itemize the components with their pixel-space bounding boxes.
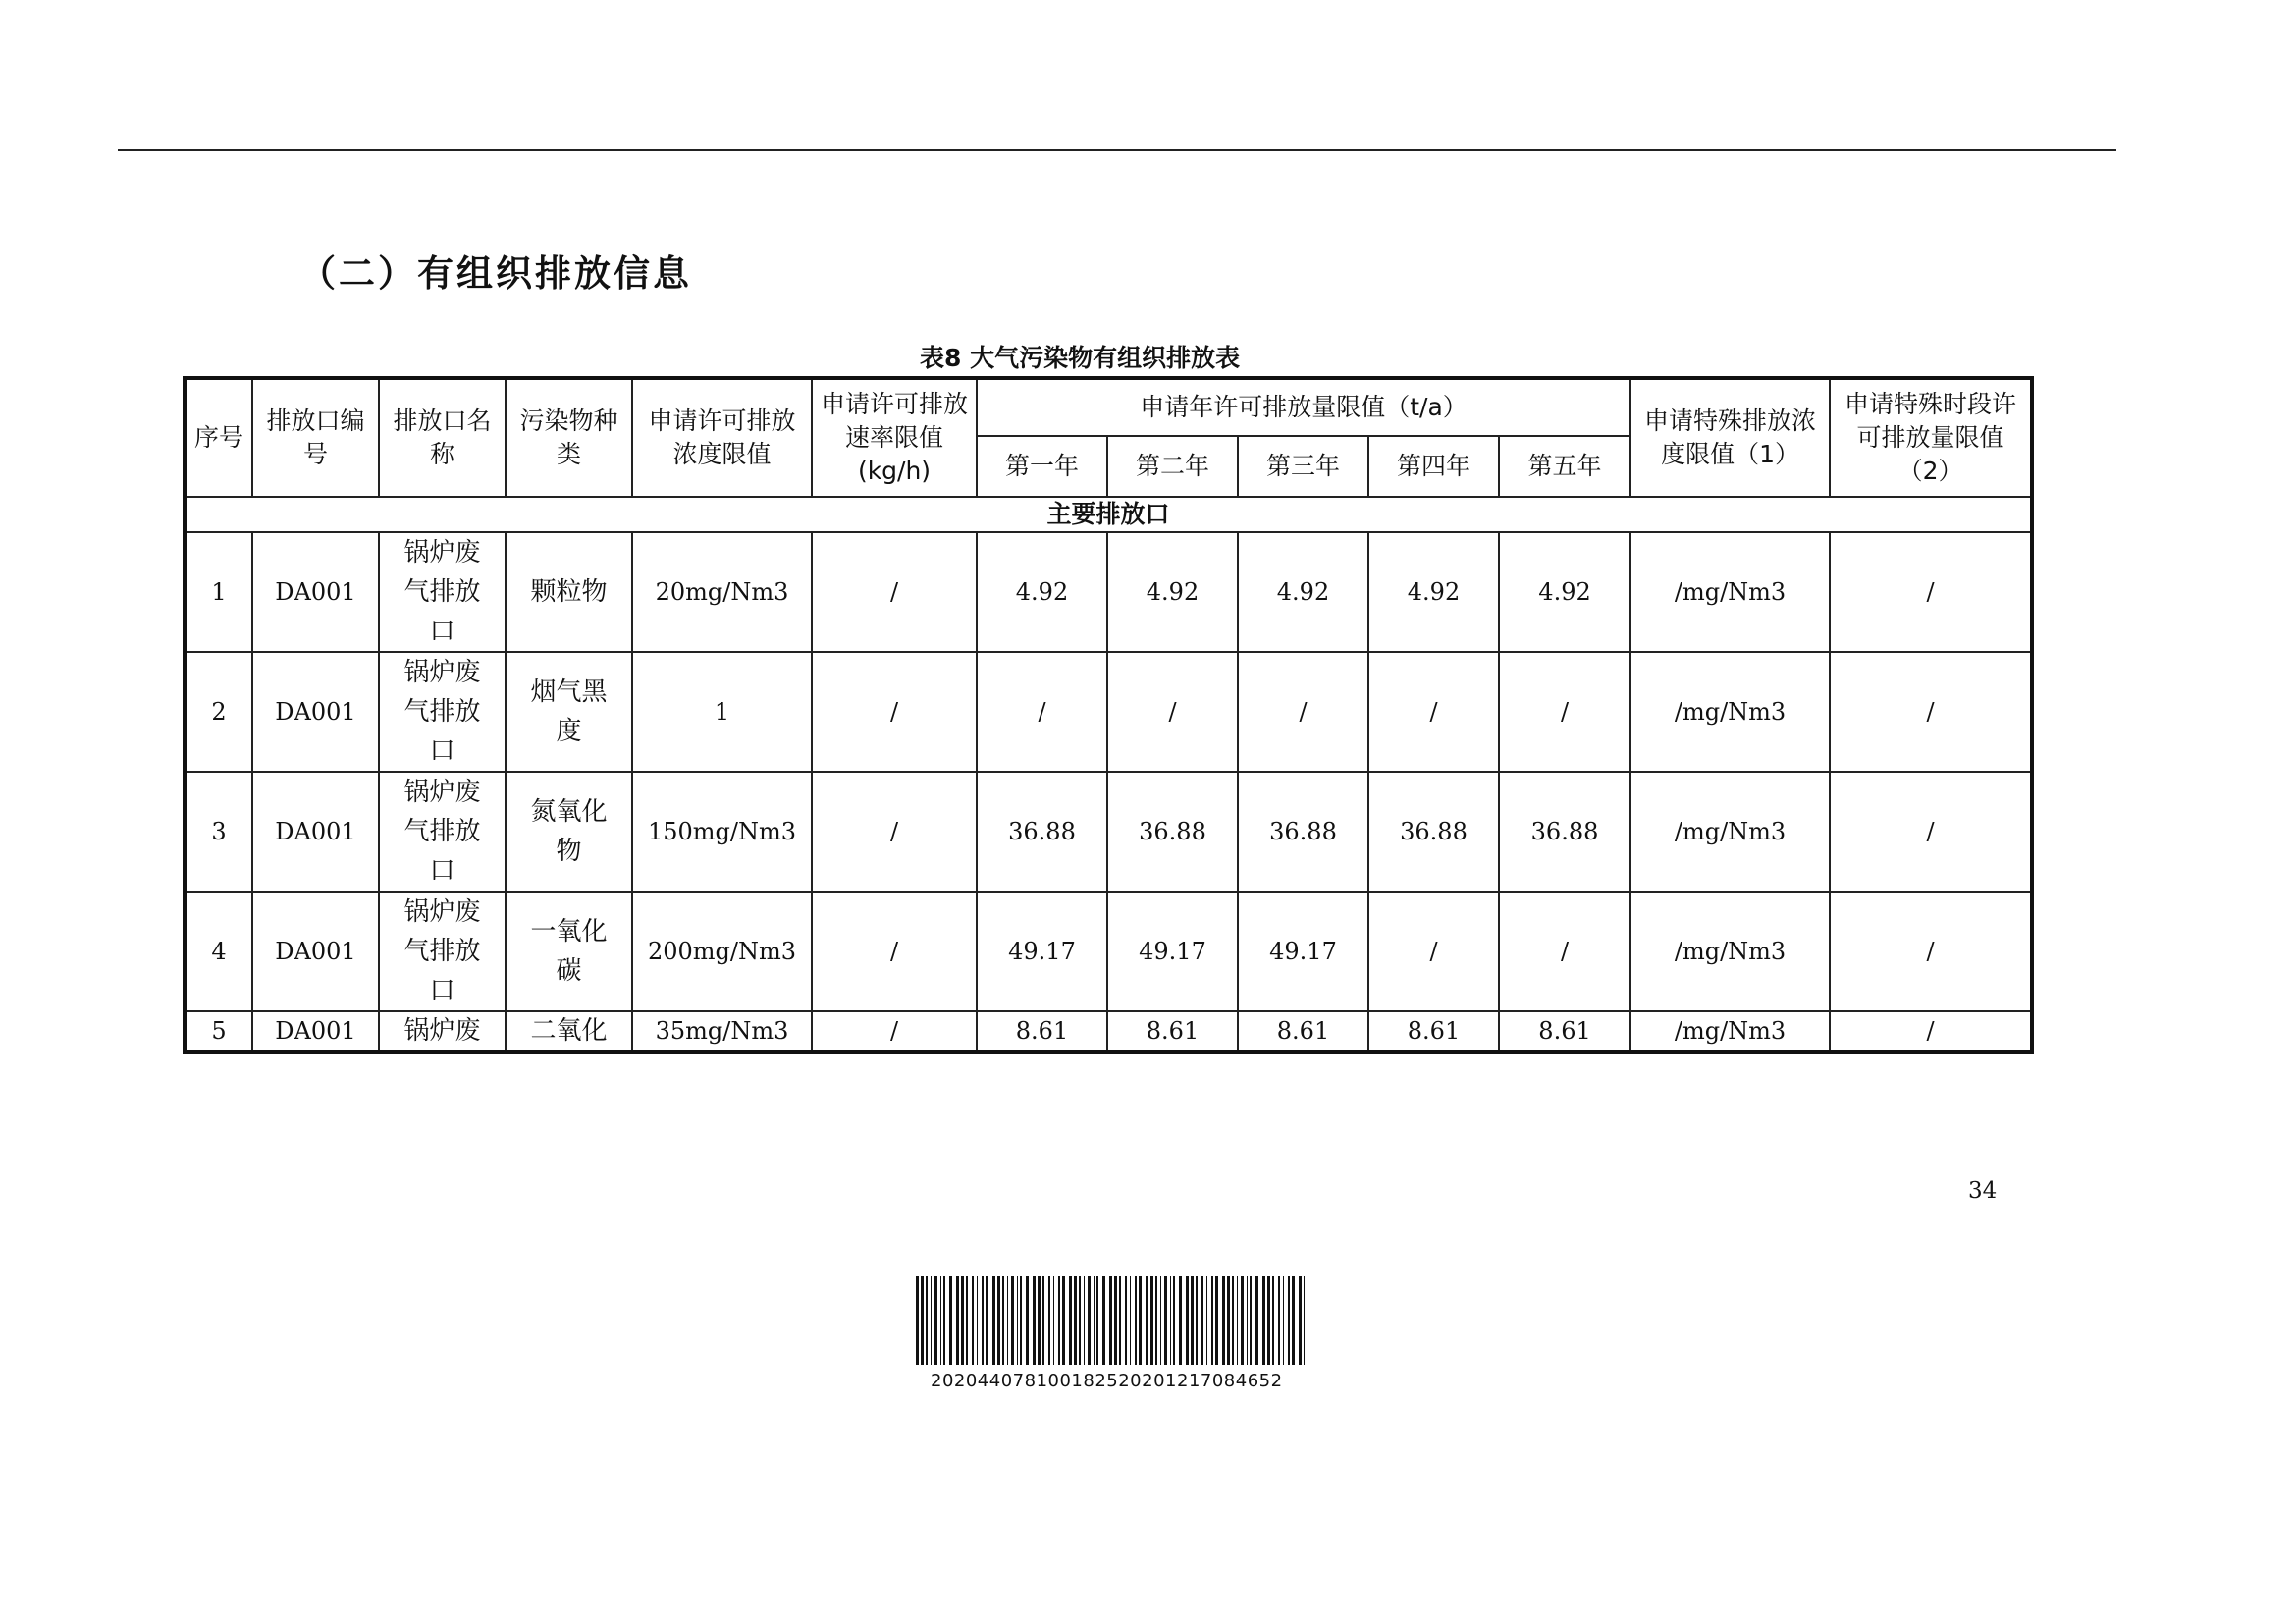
emission-table	[183, 376, 2034, 1054]
barcode-bar	[1278, 1276, 1280, 1365]
barcode-bar	[1232, 1276, 1234, 1365]
cell-y4: /	[1368, 652, 1499, 772]
barcode-bar	[1206, 1276, 1207, 1365]
barcode-bar	[997, 1276, 1000, 1365]
barcode-bar	[1042, 1276, 1044, 1365]
barcode-bar	[1186, 1276, 1189, 1365]
barcode-bar	[943, 1276, 945, 1365]
header-rate-limit: 申请许可排放速率限值(kg/h)	[812, 378, 977, 497]
barcode-bar	[1119, 1276, 1121, 1365]
cell-y3: 4.92	[1238, 532, 1368, 652]
cell-y4: 4.92	[1368, 532, 1499, 652]
section-row	[185, 497, 2032, 532]
barcode-bar	[931, 1276, 932, 1365]
barcode-bar	[1179, 1276, 1182, 1365]
cell-conc: 35mg/Nm3	[632, 1011, 812, 1052]
barcode-bar	[1088, 1276, 1091, 1365]
cell-y3: 36.88	[1238, 772, 1368, 892]
barcode-bar	[1096, 1276, 1098, 1365]
barcode-bar	[1102, 1276, 1105, 1365]
barcode-bar	[1020, 1276, 1022, 1365]
cell-code: DA001	[252, 772, 379, 892]
cell-conc: 20mg/Nm3	[632, 532, 812, 652]
barcode-bar	[1079, 1276, 1081, 1365]
cell-y3: /	[1238, 652, 1368, 772]
barcode-bar	[1048, 1276, 1050, 1365]
cell-special-conc: /mg/Nm3	[1630, 892, 1830, 1011]
cell-y1: /	[977, 652, 1107, 772]
cell-y2: 49.17	[1107, 892, 1238, 1011]
cell-y2: /	[1107, 652, 1238, 772]
table-caption: 表8 大气污染物有组织排放表	[920, 344, 1241, 372]
cell-name: 锅炉废	[379, 1011, 506, 1052]
cell-conc: 150mg/Nm3	[632, 772, 812, 892]
cell-name: 锅炉废气排放口	[379, 532, 506, 652]
cell-rate: /	[812, 532, 977, 652]
cell-pollutant: 颗粒物	[506, 532, 632, 652]
barcode-bar	[1272, 1276, 1274, 1365]
barcode-bar	[1094, 1276, 1095, 1365]
barcode-bar	[1058, 1276, 1060, 1365]
cell-special-conc: /mg/Nm3	[1630, 652, 1830, 772]
barcode-bar	[1215, 1276, 1218, 1365]
barcode-bar	[1155, 1276, 1157, 1365]
barcode-bar	[956, 1276, 959, 1365]
cell-pollutant: 一氧化碳	[506, 892, 632, 1011]
barcode-number: 20204407810018252020121708465​2	[931, 1371, 1283, 1391]
cell-code: DA001	[252, 1011, 379, 1052]
cell-special-period: /	[1830, 652, 2032, 772]
cell-special-period: /	[1830, 1011, 2032, 1052]
barcode-bar	[1164, 1276, 1167, 1365]
barcode-bar	[1211, 1276, 1213, 1365]
top-rule	[118, 149, 2116, 151]
cell-seq: 5	[185, 1011, 252, 1052]
page-number: 34	[1968, 1178, 1998, 1204]
cell-y5: /	[1499, 652, 1630, 772]
cell-code: DA001	[252, 892, 379, 1011]
barcode-bar	[1109, 1276, 1112, 1365]
header-special-period: 申请特殊时段许可排放量限值（2）	[1830, 378, 2032, 497]
cell-y3: 8.61	[1238, 1011, 1368, 1052]
header-seq: 序号	[185, 378, 252, 497]
barcode-bar	[1191, 1276, 1194, 1365]
table-row	[185, 1011, 2032, 1052]
barcode-bar	[1288, 1276, 1290, 1365]
barcode-bar	[1011, 1276, 1014, 1365]
section-title: （二）有组织排放信息	[299, 252, 692, 295]
header-special-conc: 申请特殊排放浓度限值（1）	[1630, 378, 1830, 497]
barcode-bar	[986, 1276, 988, 1365]
header-outlet-name: 排放口名称	[379, 378, 506, 497]
barcode-bar	[1196, 1276, 1198, 1365]
table-row	[185, 532, 2032, 652]
cell-seq: 4	[185, 892, 252, 1011]
barcode-bar	[934, 1276, 937, 1365]
barcode-bar	[926, 1276, 928, 1365]
barcode-bar	[1247, 1276, 1248, 1365]
cell-pollutant: 烟气黑度	[506, 652, 632, 772]
cell-name: 锅炉废气排放口	[379, 772, 506, 892]
cell-special-conc: /mg/Nm3	[1630, 772, 1830, 892]
cell-special-period: /	[1830, 532, 2032, 652]
cell-y3: 49.17	[1238, 892, 1368, 1011]
barcode-bar	[1250, 1276, 1252, 1365]
barcode-bar	[1053, 1276, 1054, 1365]
barcode-bar	[1130, 1276, 1131, 1365]
cell-y1: 4.92	[977, 532, 1107, 652]
barcode-bar	[1201, 1276, 1203, 1365]
cell-y2: 8.61	[1107, 1011, 1238, 1052]
cell-y4: 36.88	[1368, 772, 1499, 892]
barcode	[916, 1276, 1305, 1365]
cell-rate: /	[812, 772, 977, 892]
cell-y4: /	[1368, 892, 1499, 1011]
barcode-bar	[1170, 1276, 1171, 1365]
barcode-bar	[961, 1276, 964, 1365]
cell-rate: /	[812, 652, 977, 772]
barcode-bar	[992, 1276, 995, 1365]
header-annual-limit: 申请年许可排放量限值（t/a）	[977, 378, 1630, 436]
barcode-bar	[1007, 1276, 1008, 1365]
table-row	[185, 892, 2032, 1011]
barcode-bar	[1146, 1276, 1148, 1365]
cell-rate: /	[812, 1011, 977, 1052]
cell-special-conc: /mg/Nm3	[1630, 532, 1830, 652]
barcode-bar	[1222, 1276, 1225, 1365]
cell-name: 锅炉废气排放口	[379, 892, 506, 1011]
table-row	[185, 652, 2032, 772]
cell-conc: 200mg/Nm3	[632, 892, 812, 1011]
cell-y5: 36.88	[1499, 772, 1630, 892]
cell-special-period: /	[1830, 772, 2032, 892]
barcode-bar	[1062, 1276, 1065, 1365]
header-outlet-code: 排放口编号	[252, 378, 379, 497]
barcode-bar	[982, 1276, 984, 1365]
barcode-bar	[1069, 1276, 1072, 1365]
cell-y1: 49.17	[977, 892, 1107, 1011]
cell-y5: 8.61	[1499, 1011, 1630, 1052]
cell-code: DA001	[252, 652, 379, 772]
barcode-bar	[1262, 1276, 1265, 1365]
cell-seq: 1	[185, 532, 252, 652]
cell-pollutant: 二氧化	[506, 1011, 632, 1052]
cell-rate: /	[812, 892, 977, 1011]
cell-y1: 36.88	[977, 772, 1107, 892]
barcode-bar	[1084, 1276, 1085, 1365]
cell-y5: /	[1499, 892, 1630, 1011]
cell-seq: 3	[185, 772, 252, 892]
barcode-bar	[1160, 1276, 1161, 1365]
barcode-bar	[1304, 1276, 1305, 1365]
cell-y5: 4.92	[1499, 532, 1630, 652]
barcode-bar	[1114, 1276, 1117, 1365]
cell-y2: 4.92	[1107, 532, 1238, 652]
section-label: 主要排放口	[185, 497, 2032, 532]
cell-name: 锅炉废气排放口	[379, 652, 506, 772]
header-year2: 第二年	[1107, 436, 1238, 497]
barcode-bar	[921, 1276, 924, 1365]
header-row-1	[185, 378, 2032, 436]
barcode-bar	[972, 1276, 974, 1365]
cell-code: DA001	[252, 532, 379, 652]
barcode-bar	[1017, 1276, 1018, 1365]
table-row	[185, 772, 2032, 892]
cell-seq: 2	[185, 652, 252, 772]
header-year4: 第四年	[1368, 436, 1499, 497]
barcode-bar	[1139, 1276, 1142, 1365]
barcode-bar	[977, 1276, 978, 1365]
barcode-bar	[1267, 1276, 1270, 1365]
barcode-bar	[1002, 1276, 1004, 1365]
barcode-bar	[1173, 1276, 1175, 1365]
header-year1: 第一年	[977, 436, 1107, 497]
barcode-bar	[1033, 1276, 1036, 1365]
barcode-bar	[1241, 1276, 1244, 1365]
barcode-bar	[1299, 1276, 1302, 1365]
barcode-bar	[1292, 1276, 1295, 1365]
barcode-bar	[1125, 1276, 1127, 1365]
barcode-bar	[1283, 1276, 1284, 1365]
cell-special-period: /	[1830, 892, 2032, 1011]
barcode-bar	[1255, 1276, 1258, 1365]
header-year5: 第五年	[1499, 436, 1630, 497]
cell-conc: 1	[632, 652, 812, 772]
cell-y4: 8.61	[1368, 1011, 1499, 1052]
cell-y2: 36.88	[1107, 772, 1238, 892]
barcode-bar	[1237, 1276, 1238, 1365]
barcode-bar	[1227, 1276, 1230, 1365]
barcode-bar	[1074, 1276, 1077, 1365]
barcode-bar	[1135, 1276, 1137, 1365]
barcode-bar	[949, 1276, 952, 1365]
header-pollutant: 污染物种类	[506, 378, 632, 497]
barcode-bar	[966, 1276, 968, 1365]
cell-special-conc: /mg/Nm3	[1630, 1011, 1830, 1052]
barcode-bar	[916, 1276, 919, 1365]
cell-pollutant: 氮氧化物	[506, 772, 632, 892]
header-year3: 第三年	[1238, 436, 1368, 497]
barcode-bar	[940, 1276, 941, 1365]
cell-y1: 8.61	[977, 1011, 1107, 1052]
barcode-bar	[1150, 1276, 1153, 1365]
header-conc-limit: 申请许可排放浓度限值	[632, 378, 812, 497]
barcode-bar	[1026, 1276, 1029, 1365]
barcode-bar	[1038, 1276, 1041, 1365]
